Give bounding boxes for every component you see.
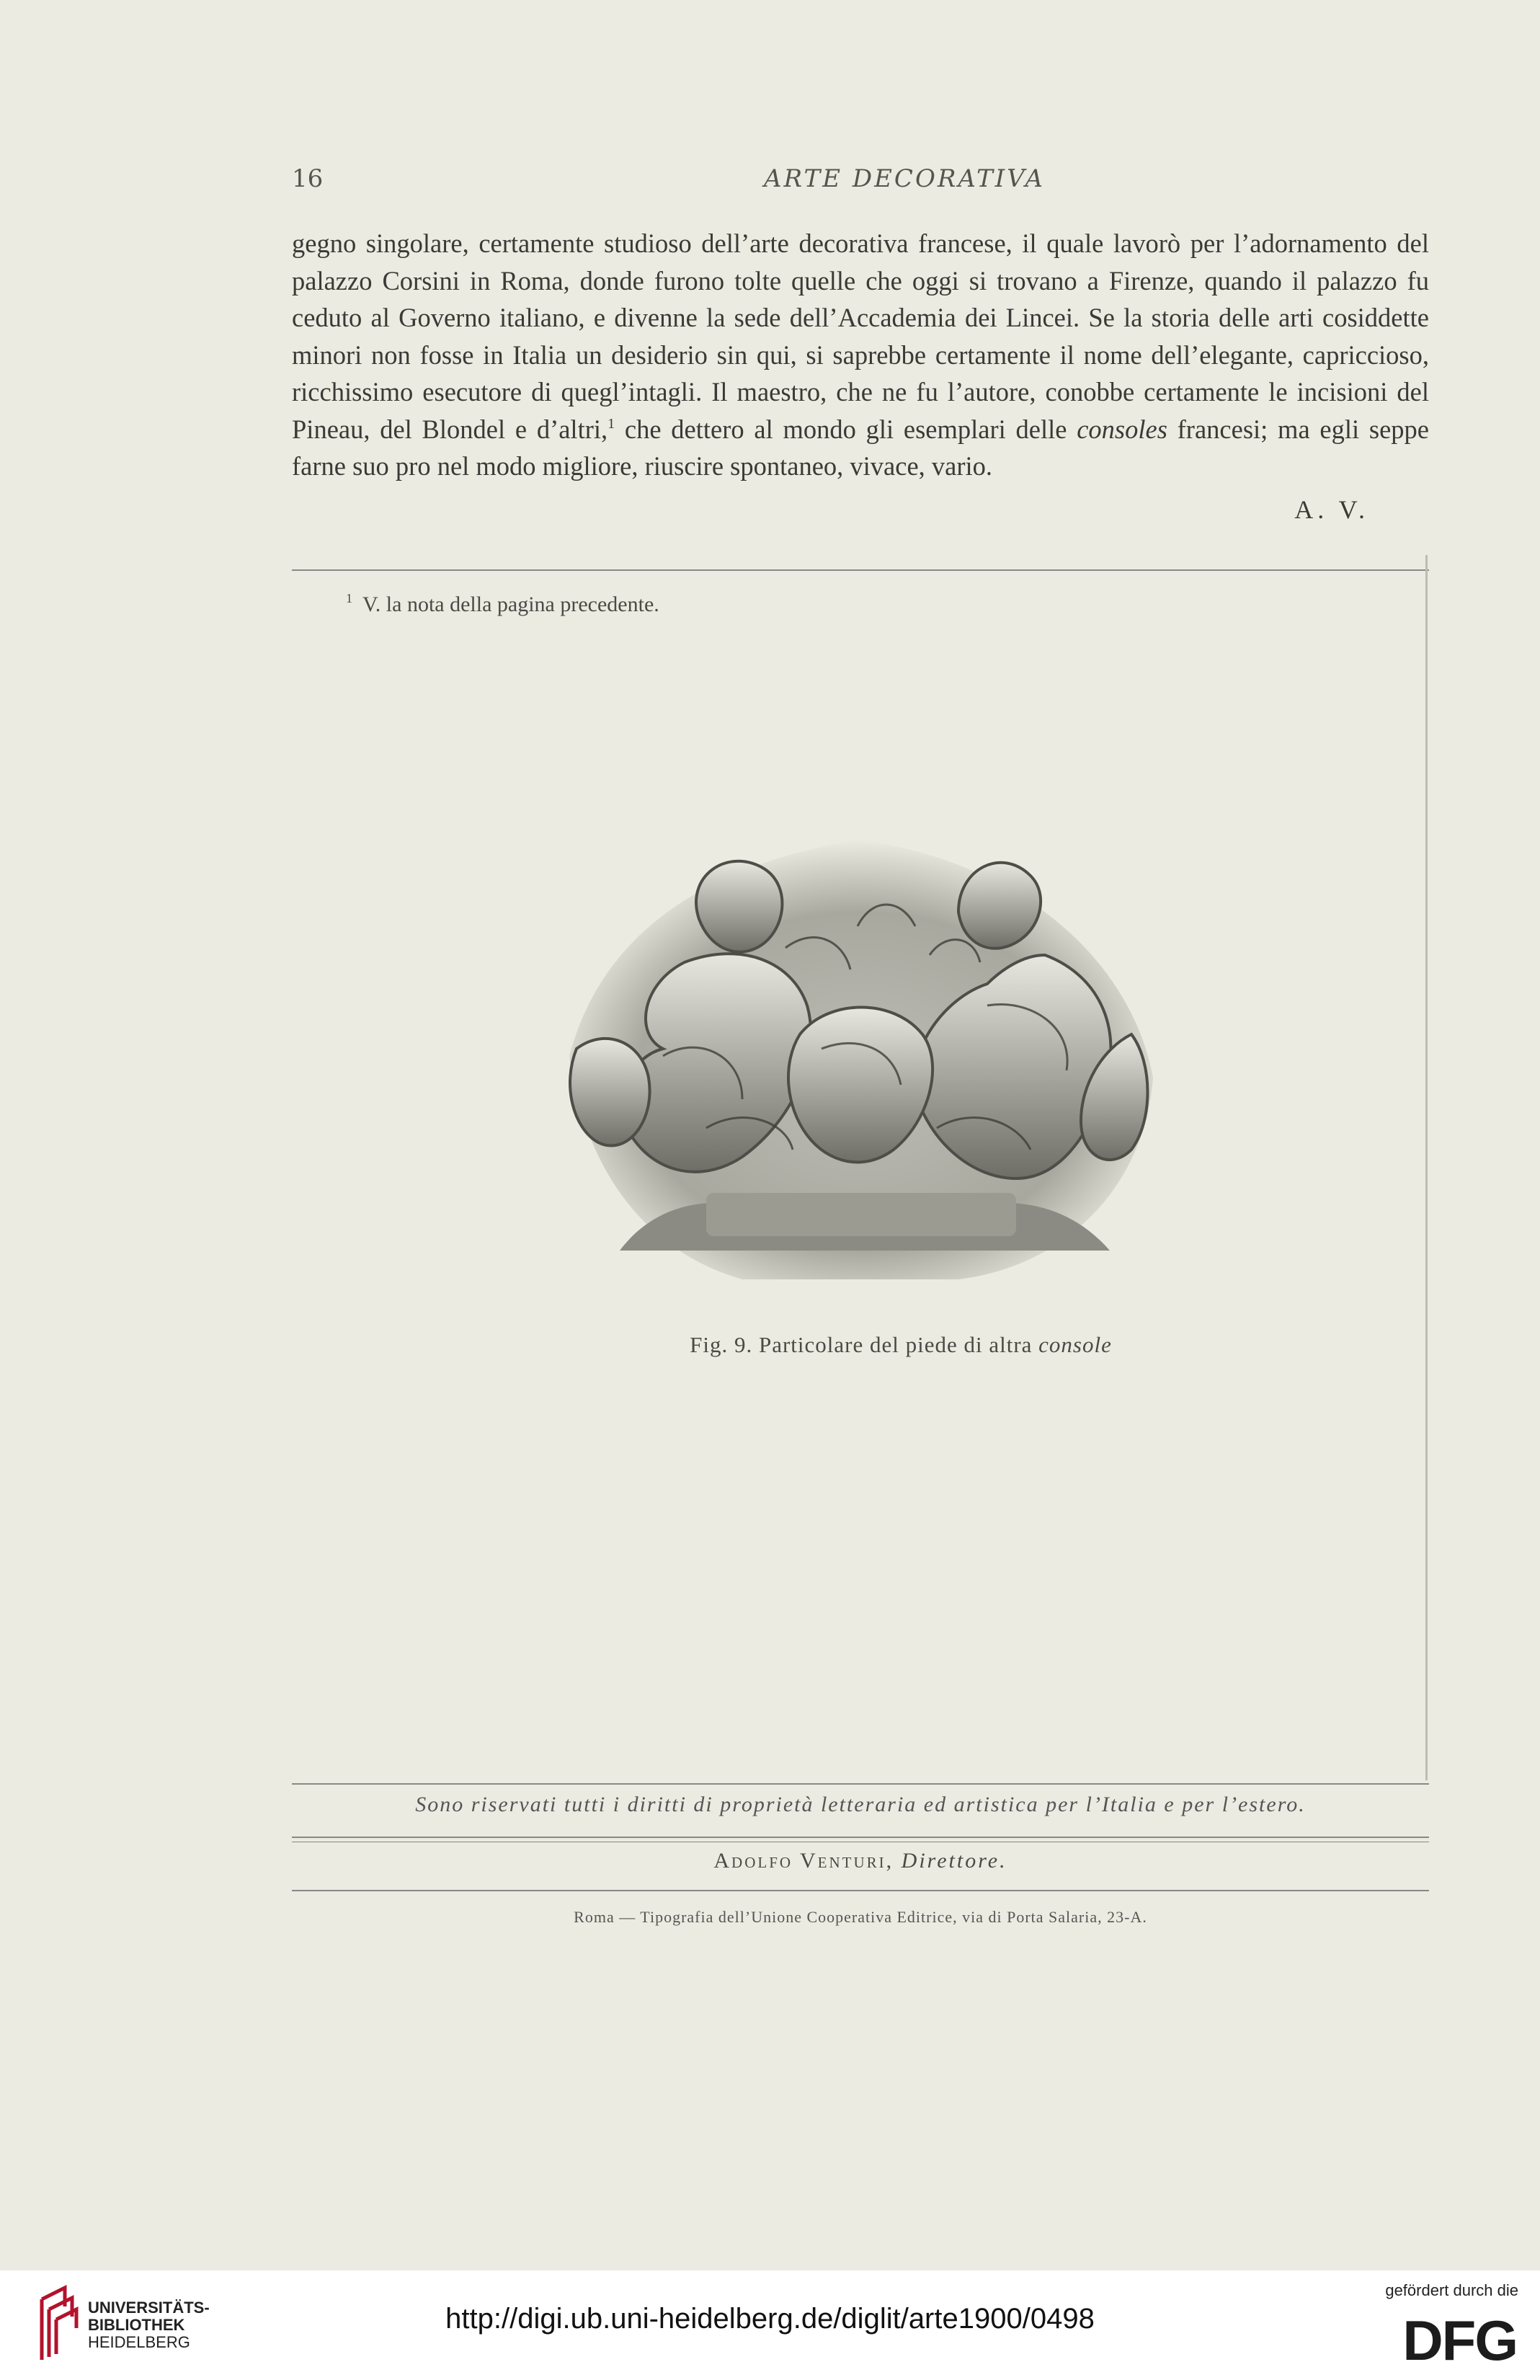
colophon-rule-3 (292, 1890, 1429, 1891)
director-title: Direttore. (901, 1849, 1007, 1873)
funder-label: gefördert durch die (1385, 2281, 1518, 2299)
footnote-rule (292, 569, 1429, 571)
colophon-rule-1 (292, 1837, 1429, 1838)
figure-carved-console-foot (555, 818, 1167, 1294)
caption-text: Fig. 9. Particolare del piede di altra (690, 1332, 1039, 1357)
footnote-reference: 1 (607, 415, 615, 432)
body-paragraph (292, 225, 1429, 485)
footnote-marker: 1 (346, 591, 352, 605)
library-line-2: BIBLIOTHEK (88, 2316, 185, 2334)
page-number: 16 (292, 164, 324, 193)
library-line-1: UNIVERSITÄTS- (88, 2299, 210, 2317)
figure-caption (504, 1332, 1297, 1358)
colophon-top-rule (292, 1783, 1429, 1785)
running-title: ARTE DECORATIVA (763, 164, 1046, 193)
author-signature: A. V. (1294, 495, 1369, 524)
library-line-3: HEIDELBERG (88, 2333, 190, 2351)
footnote-text: V. la nota della pagina precedente. (362, 592, 659, 616)
page-header (292, 164, 1430, 208)
director-name: Adolfo Venturi, (713, 1849, 894, 1873)
permalink-url[interactable]: http://digi.ub.uni-heidelberg.de/diglit/arte1900/0498 (445, 2303, 1095, 2335)
page-edge-shadow (1425, 555, 1428, 1780)
dfg-logo: DFG (1402, 2309, 1517, 2372)
director-line (292, 1849, 1429, 1873)
consoles-italic: consoles (1077, 414, 1167, 444)
printer-imprint: Roma — Tipografia dell’Unione Cooperativa Editrice, via di Porta Salaria, 23-A. (574, 1908, 1147, 1926)
rights-notice: Sono riservati tutti i diritti di proprietà letteraria ed artistica per l’Italia e per l’estero. (415, 1793, 1306, 1816)
footnote (346, 591, 1427, 617)
paragraph-text-3: francesi; ma egli seppe farne suo pro nel modo migliore, riuscire spontaneo, vivace, vario. (292, 414, 1429, 481)
paragraph-text-1: gegno singolare, certamente studioso dell’arte decorativa francese, il quale lavorò per l’adornamento del palazzo Corsini in Roma, donde furono tolte quelle che oggi si trovano a Firenze, quando il palazzo fu ceduto al Governo italiano, e divenne la sede dell’Accademia dei Lincei. Se la storia delle arti cosiddette minori non fosse in Italia un desiderio sin qui, si saprebbe certamente il nome dell’elegante, capriccioso, ricchissimo esecutore di quegl’intagli. Il maestro, che ne fu l’autore, conobbe certamente le incisioni del Pineau, del Blondel e d’altri, (292, 228, 1429, 444)
paragraph-text-2: che dettero al mondo gli esemplari delle (615, 414, 1077, 444)
caption-italic-word: console (1038, 1332, 1112, 1357)
